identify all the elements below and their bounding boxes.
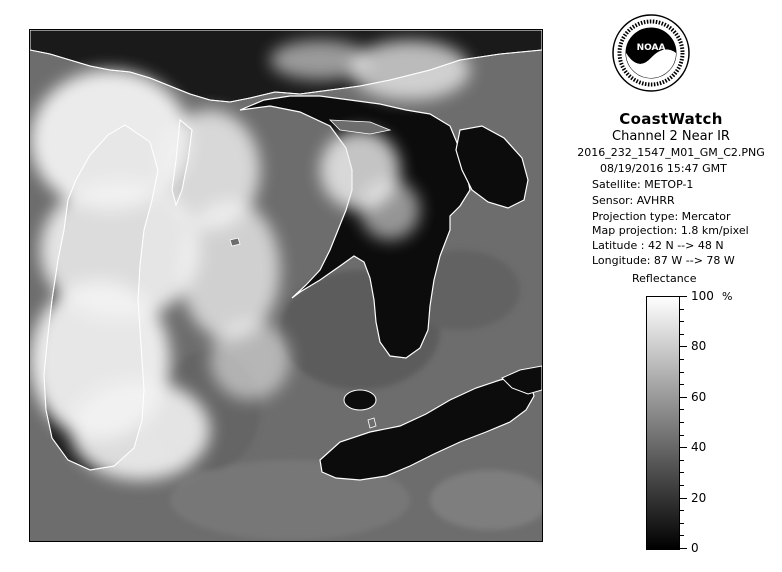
- colorbar-tick-label: 0: [691, 541, 699, 555]
- colorbar-tick-label: 20: [691, 491, 707, 505]
- colorbar-minor-tick: [680, 460, 684, 461]
- longitude-label: Longitude: 87 W --> 78 W: [592, 254, 735, 267]
- map-projection-label: Map projection: 1.8 km/pixel: [592, 224, 749, 237]
- colorbar-minor-tick: [680, 435, 684, 436]
- colorbar-major-tick: [680, 296, 687, 297]
- noaa-logo-letters: NOAA: [636, 43, 666, 53]
- colorbar-minor-tick: [680, 359, 684, 360]
- colorbar-minor-tick: [680, 510, 684, 511]
- colorbar-minor-tick: [680, 422, 684, 423]
- colorbar-major-tick: [680, 498, 687, 499]
- colorbar-minor-tick: [680, 321, 684, 322]
- satellite-label: Satellite: METOP-1: [592, 178, 694, 191]
- colorbar-minor-tick: [680, 334, 684, 335]
- info-panel: [560, 0, 782, 572]
- colorbar-minor-tick: [680, 384, 684, 385]
- colorbar-minor-tick: [680, 535, 684, 536]
- app-title: CoastWatch: [619, 110, 723, 128]
- colorbar-minor-tick: [680, 485, 684, 486]
- colorbar-unit: %: [722, 290, 733, 303]
- noaa-logo: [612, 14, 690, 92]
- colorbar-minor-tick: [680, 409, 684, 410]
- colorbar-major-tick: [680, 346, 687, 347]
- sensor-label: Sensor: AVHRR: [592, 194, 675, 207]
- reflectance-colorbar: [646, 296, 680, 550]
- colorbar-title: Reflectance: [632, 272, 697, 285]
- date-time-label: 08/19/2016 15:47 GMT: [600, 162, 727, 175]
- latitude-label: Latitude : 42 N --> 48 N: [592, 239, 724, 252]
- colorbar-minor-tick: [680, 372, 684, 373]
- colorbar-major-tick: [680, 548, 687, 549]
- lake-st-clair: [344, 390, 376, 410]
- colorbar-minor-tick: [680, 472, 684, 473]
- colorbar-tick-label: 80: [691, 339, 707, 353]
- colorbar-minor-tick: [680, 523, 684, 524]
- colorbar-tick-label: 60: [691, 390, 707, 404]
- colorbar-tick-label: 100: [691, 289, 714, 303]
- projection-type-label: Projection type: Mercator: [592, 210, 731, 223]
- colorbar-major-tick: [680, 447, 687, 448]
- satellite-map: [29, 29, 543, 542]
- colorbar-tick-label: 40: [691, 440, 707, 454]
- channel-label: Channel 2 Near IR: [612, 129, 730, 144]
- colorbar-minor-tick: [680, 309, 684, 310]
- filename-label: 2016_232_1547_M01_GM_C2.PNG: [577, 146, 765, 159]
- colorbar-major-tick: [680, 397, 687, 398]
